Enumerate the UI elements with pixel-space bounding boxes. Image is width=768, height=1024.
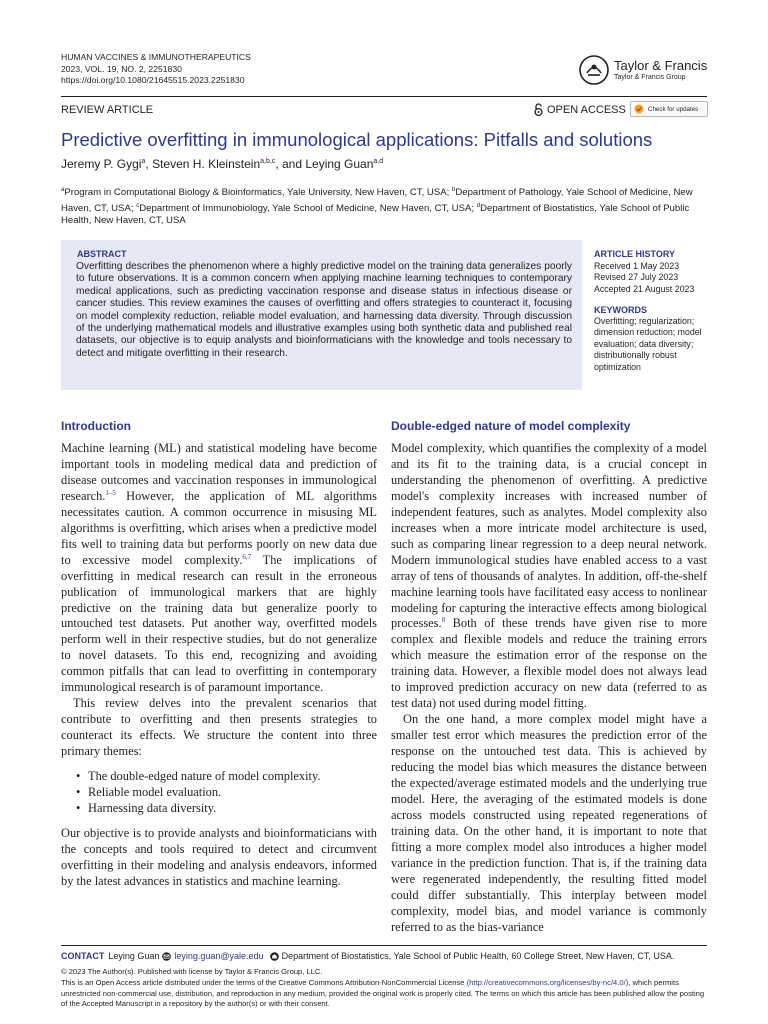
author-separator: , [145, 157, 153, 171]
license-link[interactable]: (http://creativecommons.org/licenses/by-nc/4.0/) [466, 978, 629, 987]
text-run: This is an Open Access article distributed under the terms of the Creative Commons Attribution-NonCommercial License [61, 978, 467, 987]
left-column [61, 441, 377, 890]
author-affil-sup: a,b,c [260, 158, 276, 165]
header-divider [61, 96, 707, 97]
body-paragraph [391, 441, 707, 712]
affil-sup: c [136, 202, 140, 209]
affil-text: Department of Immunobiology, Yale School of Medicine, New Haven, CT, USA; [139, 202, 477, 214]
contact-label: CONTACT [61, 951, 105, 961]
section-heading-model-complexity: Double-edged nature of model complexity [391, 419, 631, 433]
affil-text: Program in Computational Biology & Bioinformatics, Yale University, New Haven, CT, USA; [64, 187, 452, 199]
affil-text: Department of Pathology, Yale School of Medicine, New Haven, CT, USA; [61, 187, 693, 214]
publisher-logo[interactable] [578, 54, 707, 86]
abstract-heading: ABSTRACT [77, 249, 127, 259]
history-accepted: Accepted 21 August 2023 [594, 283, 695, 294]
history-received: Received 1 May 2023 [594, 261, 680, 271]
citation-link[interactable]: 1–5 [105, 488, 116, 497]
contact-email-link[interactable]: leying.guan@yale.edu [174, 951, 264, 961]
text-run: However, the application of ML algorithms necessitates caution. A common occurrence in misusing ML algorithms is overfitting, which arises when a predictive model fits well to training data but performs poorly on new data due to excessive model complexity. [61, 488, 377, 567]
citation-link[interactable]: 6,7 [242, 552, 252, 561]
publisher-group: Taylor & Francis Group [614, 73, 686, 81]
license-notice [61, 978, 709, 1010]
contact-line [61, 951, 674, 961]
check-updates-label: Check for updates [648, 105, 699, 113]
citation-link[interactable]: 8 [441, 616, 446, 625]
list-item: • Reliable model evaluation. [76, 785, 377, 801]
intro-paragraph: Our objective is to provide analysts and bioinformaticians with the concepts and tools required to detect and circumvent overfitting in their modeling and analysis endeavors, informed by the latest advances in statistics and machine learning. [61, 825, 377, 888]
keywords-text: Overfitting; regularization; dimension reduction; model evaluation; data diversity; distributionally robust optimization [594, 316, 702, 372]
text-run: Model complexity, which quantifies the complexity of a model and its fit to the training data, is a crucial concept in understanding the phenomenon of overfitting. A predictive model's complexity increases with increased number of independent features, such as analytes. Model complexity also increases when a more intricate model architecture is used, such as comparing linear regression to a deep neural network. Modern immunological studies have enabled access to a vast array of tens of thousands of analytes. In addition, off-the-shelf machine learning tools have facilitated easy access to nonlinear modeling for capturing the interactive effects among biological processes. [391, 441, 707, 631]
publisher-name: Taylor & Francis [614, 57, 708, 73]
open-access-badge [534, 103, 626, 116]
open-access-lock-icon [534, 103, 543, 116]
history-revised: Revised 27 July 2023 [594, 272, 679, 283]
copyright-notice: © 2023 The Author(s). Published with license by Taylor & Francis Group, LLC. [61, 967, 323, 976]
open-access-label: OPEN ACCESS [547, 103, 626, 116]
right-column [391, 441, 707, 936]
footer-divider [61, 945, 707, 946]
article-title: Predictive overfitting in immunological applications: Pitfalls and solutions [61, 129, 653, 150]
contact-address: Department of Biostatistics, Yale School of Public Health, 60 College Street, New Haven, CT, USA. [281, 951, 675, 961]
intro-paragraph: This review delves into the prevalent scenarios that contribute to overfitting and then presents strategies to counteract its effects. We structure the content into three primary themes: [61, 696, 377, 759]
text-run: The implications of overfitting in medical research can result in the erroneous publication of immunological markers that are highly predictive on the training data but generalize poorly to untouched test datasets. Put another way, overfitted models perform well in their respective studies, but do not generalize to novel datasets. To this end, recognizing and avoiding common pitfalls that can lead to overfitting in contemporary immunological research is of paramount importance. [61, 552, 377, 695]
body-paragraph: On the one hand, a more complex model might have a smaller test error which measures the prediction error of the response on the untouched test data. This is achieved by reducing the model bias which measures the distance between the expected/average estimated models and the underlying true model. Here, the averaging of the estimated models is done across models constructed using repeated regenerations of training data. On the other hand, it is important to note that fitting a more complex model also introduces a higher model variance in the prediction function. That is, if the training data were regenerated independently, the resulting fitted model could differ substantially. This interplay between model complexity, model bias, and model variance is commonly referred to as the bias-variance [391, 712, 707, 934]
check-updates-button[interactable] [630, 101, 708, 117]
journal-name: HUMAN VACCINES & IMMUNOTHERAPEUTICS [61, 52, 251, 62]
list-item: • Harnessing data diversity. [76, 801, 377, 817]
text-run: Machine learning (ML) and statistical modeling have become important tools in modeling medical data and prediction of disease outcomes and vaccination responses in immunological research. [61, 441, 377, 503]
contact-name: Leying Guan [108, 951, 160, 961]
article-type: REVIEW ARTICLE [61, 104, 154, 116]
journal-volume: 2023, VOL. 19, NO. 2, 2251830 [61, 63, 182, 74]
author-name[interactable]: Leying Guan [305, 157, 374, 171]
check-updates-icon [634, 104, 644, 114]
author-name[interactable]: Jeremy P. Gygi [61, 157, 142, 171]
keywords-heading: KEYWORDS [594, 305, 648, 315]
journal-info [61, 52, 251, 87]
text-run: Both of these trends have given rise to more complex and flexible models and reduce the training errors which measure the estimation error of the response on the training data. However, a flexible model does not always lead to improved prediction accuracy on new data (referred to as test data) not used during model fitting. [391, 616, 707, 711]
affil-sup: d [476, 202, 481, 209]
address-icon [270, 952, 279, 961]
affil-sup: b [451, 187, 456, 193]
email-icon [162, 952, 171, 961]
author-name[interactable]: Steven H. Kleinstein [152, 157, 261, 171]
author-affil-sup: a [141, 158, 146, 165]
section-heading-introduction: Introduction [61, 419, 131, 433]
journal-doi[interactable]: https://doi.org/10.1080/21645515.2023.2251830 [61, 75, 245, 86]
article-history [594, 261, 712, 295]
affiliations [61, 184, 709, 228]
text-run: , which permits unrestricted non-commercial use, distribution, and reproduction in any medium, provided the original work is properly cited. The terms on which this article has been published allow the posting of the Accepted Manuscript in a repository by the author(s) or with their consent. [61, 978, 705, 1009]
author-list [61, 157, 383, 171]
taylor-francis-logo [578, 54, 610, 86]
article-history-heading: ARTICLE HISTORY [594, 249, 676, 259]
list-item: • The double-edged nature of model complexity. [76, 769, 377, 785]
abstract-text: Overfitting describes the phenomenon where a highly predictive model on the training data generalizes poorly to future observations. It is a common concern when applying machine learning techniques to contemporary medical applications, such as predicting vaccination response and disease status in infectious disease or cancer studies. This review examines the causes of overfitting and offers strategies to counteract it, focusing on model complexity reduction, reliable model evaluation, and harnessing data diversity. Through discussion of the underlying mathematical models and illustrative examples using both synthetic data and published real datasets, our objective is to equip analysts and bioinformaticians with the knowledge and tools necessary to detect and mitigate overfitting in their research. [76, 261, 572, 359]
intro-paragraph [61, 441, 377, 696]
theme-list [76, 769, 377, 817]
author-separator: , and [275, 157, 306, 171]
affil-text: Department of Biostatistics, Yale School of Public Health, New Haven, CT, USA [61, 202, 690, 227]
author-affil-sup: a,d [373, 158, 384, 165]
affil-sup: a [61, 187, 65, 193]
